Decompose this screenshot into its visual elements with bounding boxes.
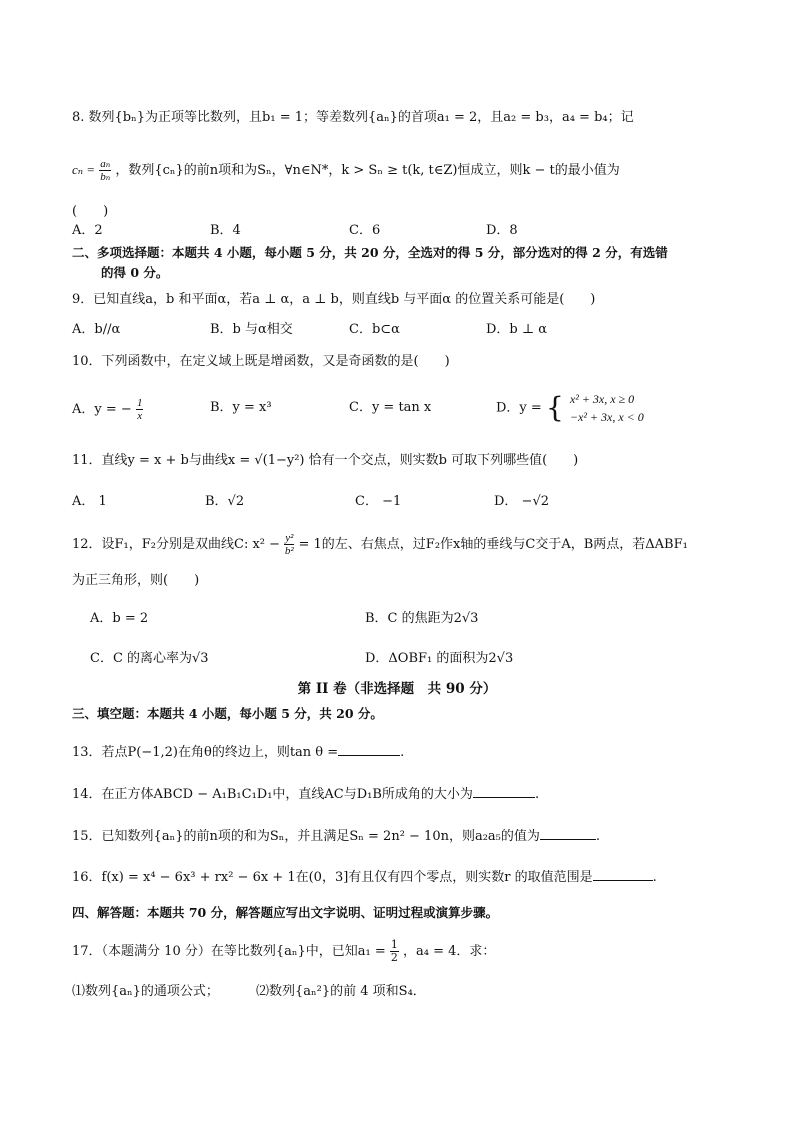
q8-option-d: D．8 xyxy=(486,223,518,238)
q17-stem xyxy=(72,936,495,968)
q8-line1: 8. 数列{bₙ}为正项等比数列，且b₁ = 1；等差数列{aₙ}的首项a₁ = 2，且a₂ = b₃，a₄ = b₄；记 xyxy=(72,110,634,125)
left-brace-icon: { xyxy=(545,391,564,424)
q8-line2-rest: ，数列{cₙ}的前n项和为Sₙ，∀n∈N*，k > Sₙ ≥ t(k, t∈Z)恒成立，则k − t的最小值为 xyxy=(115,163,620,178)
q12-option-c: C．C 的离心率为√3 xyxy=(90,651,209,666)
q12-option-b: B．C 的焦距为2√3 xyxy=(365,611,479,626)
q10-stem: 10．下列函数中，在定义域上既是增函数，又是奇函数的是( ) xyxy=(72,354,450,369)
q8-line2 xyxy=(72,158,620,183)
q16-text: 16．f(x) = x⁴ − 6x³ + rx² − 6x + 1在(0，3]有且仅有四个零点，则实数r 的取值范围是 xyxy=(72,870,593,885)
q12-stem-line2: 为正三角形，则( ) xyxy=(72,573,200,588)
q10-option-a-prefix: A．y = − xyxy=(72,402,132,417)
section4-heading: 四、解答题：本题共 70 分，解答题应写出文字说明、证明过程或演算步骤。 xyxy=(72,905,499,920)
q16-answer-blank xyxy=(593,868,653,881)
q15-answer-blank xyxy=(540,827,596,840)
q11-option-b: B．√2 xyxy=(205,494,245,509)
section2-heading-line1: 二、多项选择题：本题共 4 小题，每小题 5 分，共 20 分，全选对的得 5 分，部分选对的得 2 分，有选错 xyxy=(72,245,668,260)
q10-option-a-fraction xyxy=(136,397,144,422)
q10-option-a xyxy=(72,394,143,426)
q8-option-b: B．4 xyxy=(210,223,241,238)
q8-answer-paren: ( ) xyxy=(72,204,109,219)
q9-option-c: C．b⊂α xyxy=(349,322,400,337)
q14-answer-blank xyxy=(473,785,535,798)
q9-option-b: B．b 与α相交 xyxy=(210,322,293,337)
q10-option-b: B．y = x³ xyxy=(210,400,272,415)
q13-text: 13．若点P(−1,2)在角θ的终边上，则tan θ = xyxy=(72,745,339,760)
q17-fraction-numerator: 1 xyxy=(390,938,398,951)
q9-option-d: D．b ⊥ α xyxy=(486,322,548,337)
q15-text: 15．已知数列{aₙ}的前n项的和为Sₙ，并且满足Sₙ = 2n² − 10n，则a₂a₅的值为 xyxy=(72,829,540,844)
q10-option-d-case1: x² + 3x, x ≥ 0 xyxy=(569,392,635,406)
q17-text-suffix: ，a₄ = 4．求： xyxy=(403,944,496,959)
q8-cn-lhs: cₙ = xyxy=(72,162,96,177)
q12-option-a: A．b = 2 xyxy=(90,611,149,626)
q17-fraction-denominator: 2 xyxy=(390,951,398,964)
q13-answer-blank xyxy=(338,743,400,756)
q8-cn-fraction xyxy=(99,158,111,183)
q9-option-a: A．b//α xyxy=(72,322,121,337)
q11-option-c: C． −1 xyxy=(355,494,402,509)
q17-fraction xyxy=(390,939,399,964)
q11-option-d: D． −√2 xyxy=(494,494,550,509)
q13-period: . xyxy=(400,745,405,760)
q16 xyxy=(72,868,657,886)
q9-stem: 9．已知直线a，b 和平面α，若a ⊥ α，a ⊥ b，则直线b 与平面α 的位置关系可能是( ) xyxy=(72,292,596,307)
q10-option-d-case2: −x² + 3x, x < 0 xyxy=(569,410,644,424)
q8-cn-denominator: bₙ xyxy=(100,171,111,183)
q12-fraction-numerator: y² xyxy=(285,532,294,544)
q10-option-a-numerator: 1 xyxy=(136,397,143,409)
section3-heading: 三、填空题：本题共 4 小题，每小题 5 分，共 20 分。 xyxy=(72,706,383,721)
q12-stem-prefix: 12．设F₁，F₂分别是双曲线C: x² − xyxy=(72,537,281,552)
q12-option-d: D．ΔOBF₁ 的面积为2√3 xyxy=(365,651,514,666)
part2-title: 第 II 卷（非选择题 共 90 分） xyxy=(297,681,497,697)
section2-heading-line2: 的得 0 分。 xyxy=(101,265,169,280)
q11-option-a: A． 1 xyxy=(72,494,107,509)
q10-option-d xyxy=(496,390,644,427)
q17-text-prefix: 17．（本题满分 10 分）在等比数列{aₙ}中，已知a₁ = xyxy=(72,944,386,959)
q8-option-c: C．6 xyxy=(349,223,381,238)
q14-period: . xyxy=(534,787,540,802)
q17-part1: ⑴数列{aₙ}的通项公式； xyxy=(72,984,219,999)
q12-fraction xyxy=(284,532,294,557)
q10-option-c: C．y = tan x xyxy=(349,400,432,415)
q8-option-a: A．2 xyxy=(72,223,103,238)
q10-option-d-cases xyxy=(570,390,644,426)
q15 xyxy=(72,827,600,845)
q14 xyxy=(72,785,539,803)
q16-period: . xyxy=(652,870,657,885)
q15-period: . xyxy=(595,829,601,844)
q10-option-a-denominator: x xyxy=(137,410,143,422)
q12-stem-suffix: = 1的左、右焦点，过F₂作x轴的垂线与C交于A，B两点，若ΔABF₁ xyxy=(298,537,688,552)
q14-text: 14．在正方体ABCD − A₁B₁C₁D₁中，直线AC与D₁B所成角的大小为 xyxy=(72,787,473,802)
q10-option-d-prefix: D．y = xyxy=(496,400,542,416)
q13 xyxy=(72,743,404,761)
q12-stem-line1 xyxy=(72,530,688,560)
q12-fraction-denominator: b² xyxy=(284,545,294,557)
q11-stem: 11．直线y = x + b与曲线x = √(1−y²) 恰有一个交点，则实数b 可取下列哪些值( ) xyxy=(72,453,579,468)
q17-part2: ⑵数列{aₙ²}的前 4 项和S₄． xyxy=(256,984,426,999)
q8-cn-numerator: aₙ xyxy=(100,158,111,170)
